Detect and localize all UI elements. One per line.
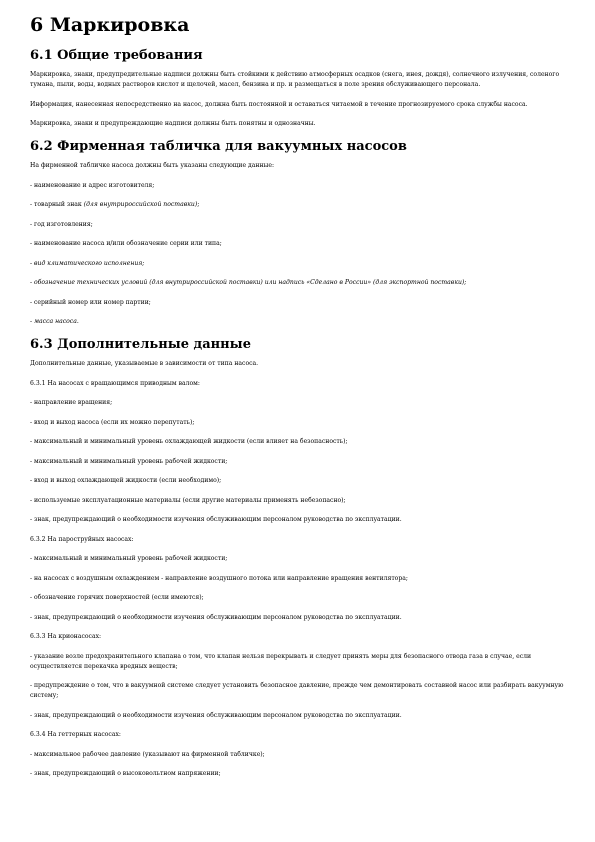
list-item: - вход и выход охлаждающей жидкости (если необходимо); [30,477,222,484]
list-item: - максимальный и минимальный уровень рабочей жидкости; [30,457,228,465]
item-note: (для внутрироссийской поставки) [149,279,263,286]
list-item: - вход и выход насоса (если их можно перепутать); [30,418,195,426]
paragraph: Маркировка, знаки, предупредительные надписи должны быть стойкими к действию атмосферных осадков (снега, инея, дождя), солнечного излучения, соленого тумана, пыли, воды, водных растворов кислот и щелочей, масел, бензина и пр. и размещаться в поле зрения обслуживающего персонала. [30,71,560,88]
document-title: 6 Маркировка [30,14,190,36]
item-text: - товарный знак [30,201,84,208]
section-heading: 6.2 Фирменная табличка для вакуумных насосов [30,139,407,154]
list-item: - обозначение горячих поверхностей (если имеются); [30,594,204,601]
list-item: - максимальный и минимальный уровень охлаждающей жидкости (если влияет на безопасность); [30,438,348,445]
paragraph: Дополнительные данные, указываемые в зависимости от типа насоса. [30,360,259,367]
item-text: ; [197,201,200,208]
list-item: - максимальный и минимальный уровень рабочей жидкости; [30,555,228,562]
paragraph: Маркировка, знаки и предупреждающие надписи должны быть понятны и однозначны. [30,120,316,127]
item-note: (для экспортной поставки) [373,279,465,286]
paragraph: На фирменной табличке насоса должны быть указаны следующие данные: [30,162,275,169]
section-heading: 6.3 Дополнительные данные [30,337,251,352]
subsection-title: 6.3.4 На геттерных насосах: [30,731,121,738]
subsection-title: 6.3.1 На насосах с вращающимся приводным валом: [30,379,200,387]
subsection-title: 6.3.3 На крионасосах: [30,633,102,640]
list-item: - указание возле предохранительного клапана о том, что клапан нельзя перекрывать и следует принять меры для безопасного отвода газа в случае, если осуществляется перекачка вредных веществ; [30,652,532,670]
item-text: ; [464,279,467,286]
item-note: (для внутрироссийской поставки) [83,201,198,208]
list-item: - знак, предупреждающий о необходимости изучения обслуживающим персоналом руководства по эксплуатации. [30,613,402,621]
list-item: - масса насоса. [30,318,79,325]
list-item: - предупреждение о том, что в вакуумной системе следует установить безопасное давление, прежде чем демонтировать составной насос или разбирать вакуумную систему; [30,682,564,699]
item-text: - обозначение технических условий [30,279,150,286]
section-heading: 6.1 Общие требования [30,48,203,63]
list-item: - год изготовления; [30,220,93,228]
list-item: - знак, предупреждающий о высоковольтном напряжении; [30,770,221,777]
item-text: или надпись «Сделано в России» [262,279,373,286]
list-item: - максимальное рабочее давление (указывают на фирменной табличке); [30,750,265,758]
list-item: - наименование и адрес изготовителя; [30,181,155,189]
list-item [30,200,565,210]
paragraph: Информация, нанесенная непосредственно на насос, должна быть постоянной и оставаться читаемой в течение прогнозируемого срока службы насоса. [30,100,528,108]
list-item: - наименование насоса и/или обозначение серии или типа; [30,240,222,247]
list-item: - на насосах с воздушным охлаждением - направление воздушного потока или направление вращения вентилятора; [30,574,408,582]
list-item: - направление вращения; [30,399,113,406]
list-item: - используемые эксплуатационные материалы (если другие материалы применять небезопасно); [30,496,346,504]
list-item [30,278,565,288]
list-item: - знак, предупреждающий о необходимости изучения обслуживающим персоналом руководства по эксплуатации. [30,516,402,523]
subsection-title: 6.3.2 На пароструйных насосах: [30,535,134,543]
list-item: - вид климатического исполнения; [30,259,145,267]
list-item: - серийный номер или номер партии; [30,298,151,306]
list-item: - знак, предупреждающий о необходимости изучения обслуживающим персоналом руководства по эксплуатации. [30,711,402,719]
